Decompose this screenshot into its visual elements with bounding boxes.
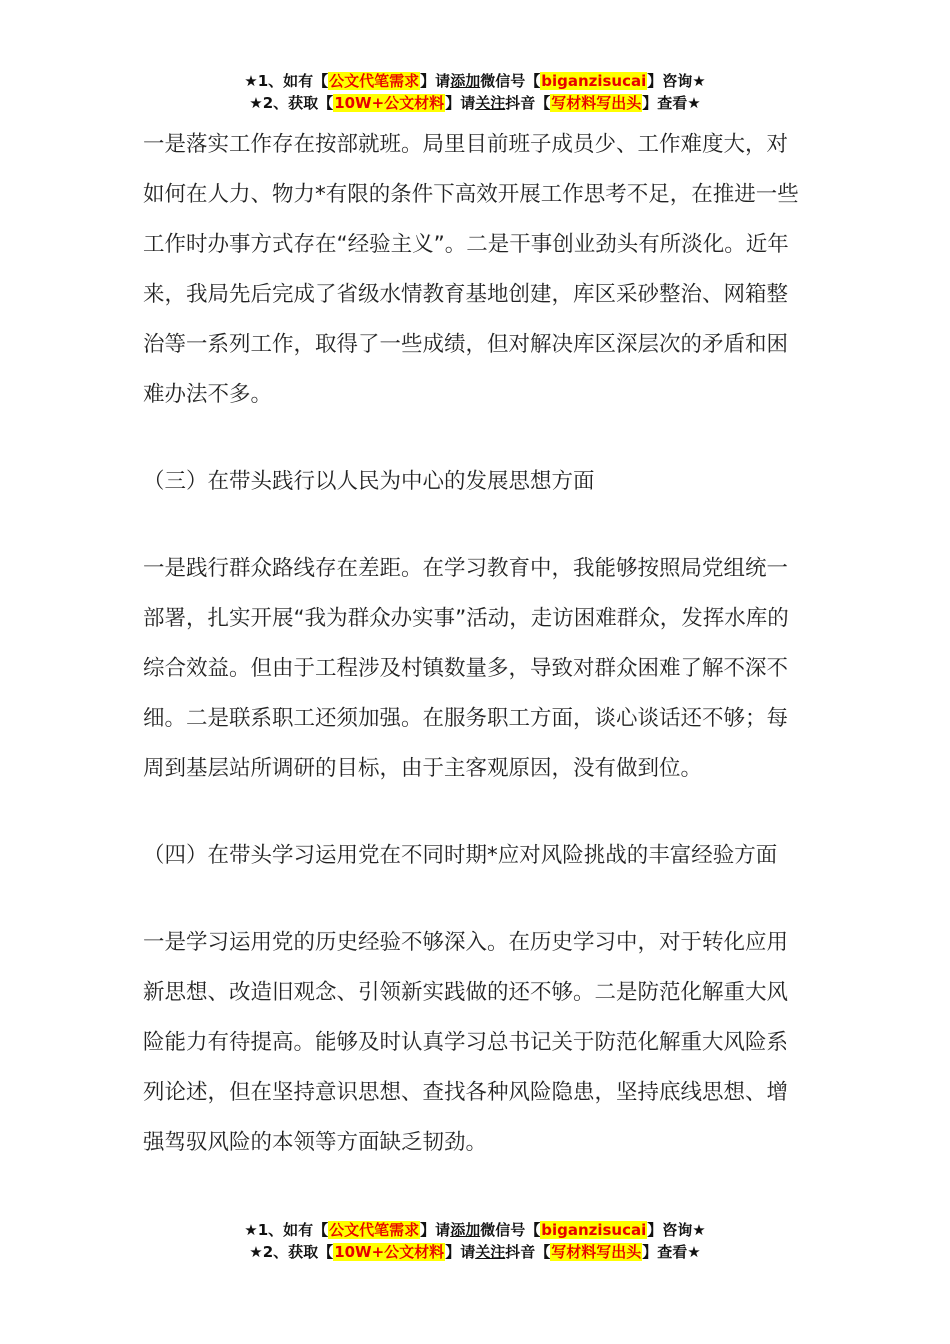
- douyin-id-highlight: 写材料写出头: [551, 1243, 642, 1261]
- banner-text: 抖音【: [505, 1243, 551, 1261]
- paragraph-1: 一是落实工作存在按部就班。局里目前班子成员少、工作难度大，对如何在人力、物力*有限的条件下高效开展工作思考不足，在推进一些工作时办事方式存在“经验主义”。二是干事创业劲头有所淡化。近年来，我局先后完成了省级水情教育基地创建，库区采砂整治、网箱整治等一系列工作，取得了一些成绩，但对解决库区深层次的矛盾和困难办法不多。: [143, 132, 799, 407]
- banner-highlight: 10W+公文材料: [334, 1243, 445, 1261]
- banner-text: 】咨询★: [647, 72, 706, 90]
- banner-text: 】请: [445, 1243, 476, 1261]
- banner-emphasis: 关注: [475, 1243, 506, 1261]
- banner-emphasis: 添加: [450, 1221, 481, 1239]
- banner-text: 】查看★: [642, 1243, 701, 1261]
- banner-text: 微信号【: [480, 72, 541, 90]
- header-banner: [0, 70, 950, 114]
- banner-highlight: 公文代笔需求: [329, 1221, 420, 1239]
- banner-line-2: [0, 1241, 950, 1263]
- paragraph-2: 一是践行群众路线存在差距。在学习教育中，我能够按照局党组统一部署，扎实开展“我为群众办实事”活动，走访困难群众，发挥水库的综合效益。但由于工程涉及村镇数量多，导致对群众困难了解不深不细。二是联系职工还须加强。在服务职工方面，谈心谈话还不够；每周到基层站所调研的目标，由于主客观原因，没有做到位。: [143, 556, 789, 781]
- banner-line-1: [0, 70, 950, 92]
- banner-text: 】请: [420, 1221, 451, 1239]
- section-heading-3: （三）在带头践行以人民为中心的发展思想方面: [143, 469, 595, 494]
- banner-text: 】咨询★: [647, 1221, 706, 1239]
- banner-text: ★1、如有【: [244, 1221, 329, 1239]
- douyin-id-highlight: 写材料写出头: [551, 94, 642, 112]
- paragraph-3: 一是学习运用党的历史经验不够深入。在历史学习中，对于转化应用新思想、改造旧观念、引领新实践做的还不够。二是防范化解重大风险能力有待提高。能够及时认真学习总书记关于防范化解重大风险系列论述，但在坚持意识思想、查找各种风险隐患，坚持底线思想、增强驾驭风险的本领等方面缺乏韧劲。: [143, 930, 789, 1155]
- section-heading-4: （四）在带头学习运用党在不同时期*应对风险挑战的丰富经验方面: [143, 843, 778, 868]
- banner-text: 】请: [445, 94, 476, 112]
- banner-emphasis: 添加: [450, 72, 481, 90]
- wechat-id-highlight: biganzisucai: [541, 1221, 647, 1239]
- banner-text: 】请: [420, 72, 451, 90]
- banner-text: ★2、获取【: [249, 94, 334, 112]
- banner-text: ★2、获取【: [249, 1243, 334, 1261]
- banner-highlight: 公文代笔需求: [329, 72, 420, 90]
- banner-text: ★1、如有【: [244, 72, 329, 90]
- banner-text: 】查看★: [642, 94, 701, 112]
- banner-highlight: 10W+公文材料: [334, 94, 445, 112]
- wechat-id-highlight: biganzisucai: [541, 72, 647, 90]
- banner-line-2: [0, 92, 950, 114]
- banner-line-1: [0, 1219, 950, 1241]
- banner-text: 抖音【: [505, 94, 551, 112]
- banner-emphasis: 关注: [475, 94, 506, 112]
- banner-text: 微信号【: [480, 1221, 541, 1239]
- document-body: [143, 120, 809, 1168]
- footer-banner: [0, 1219, 950, 1263]
